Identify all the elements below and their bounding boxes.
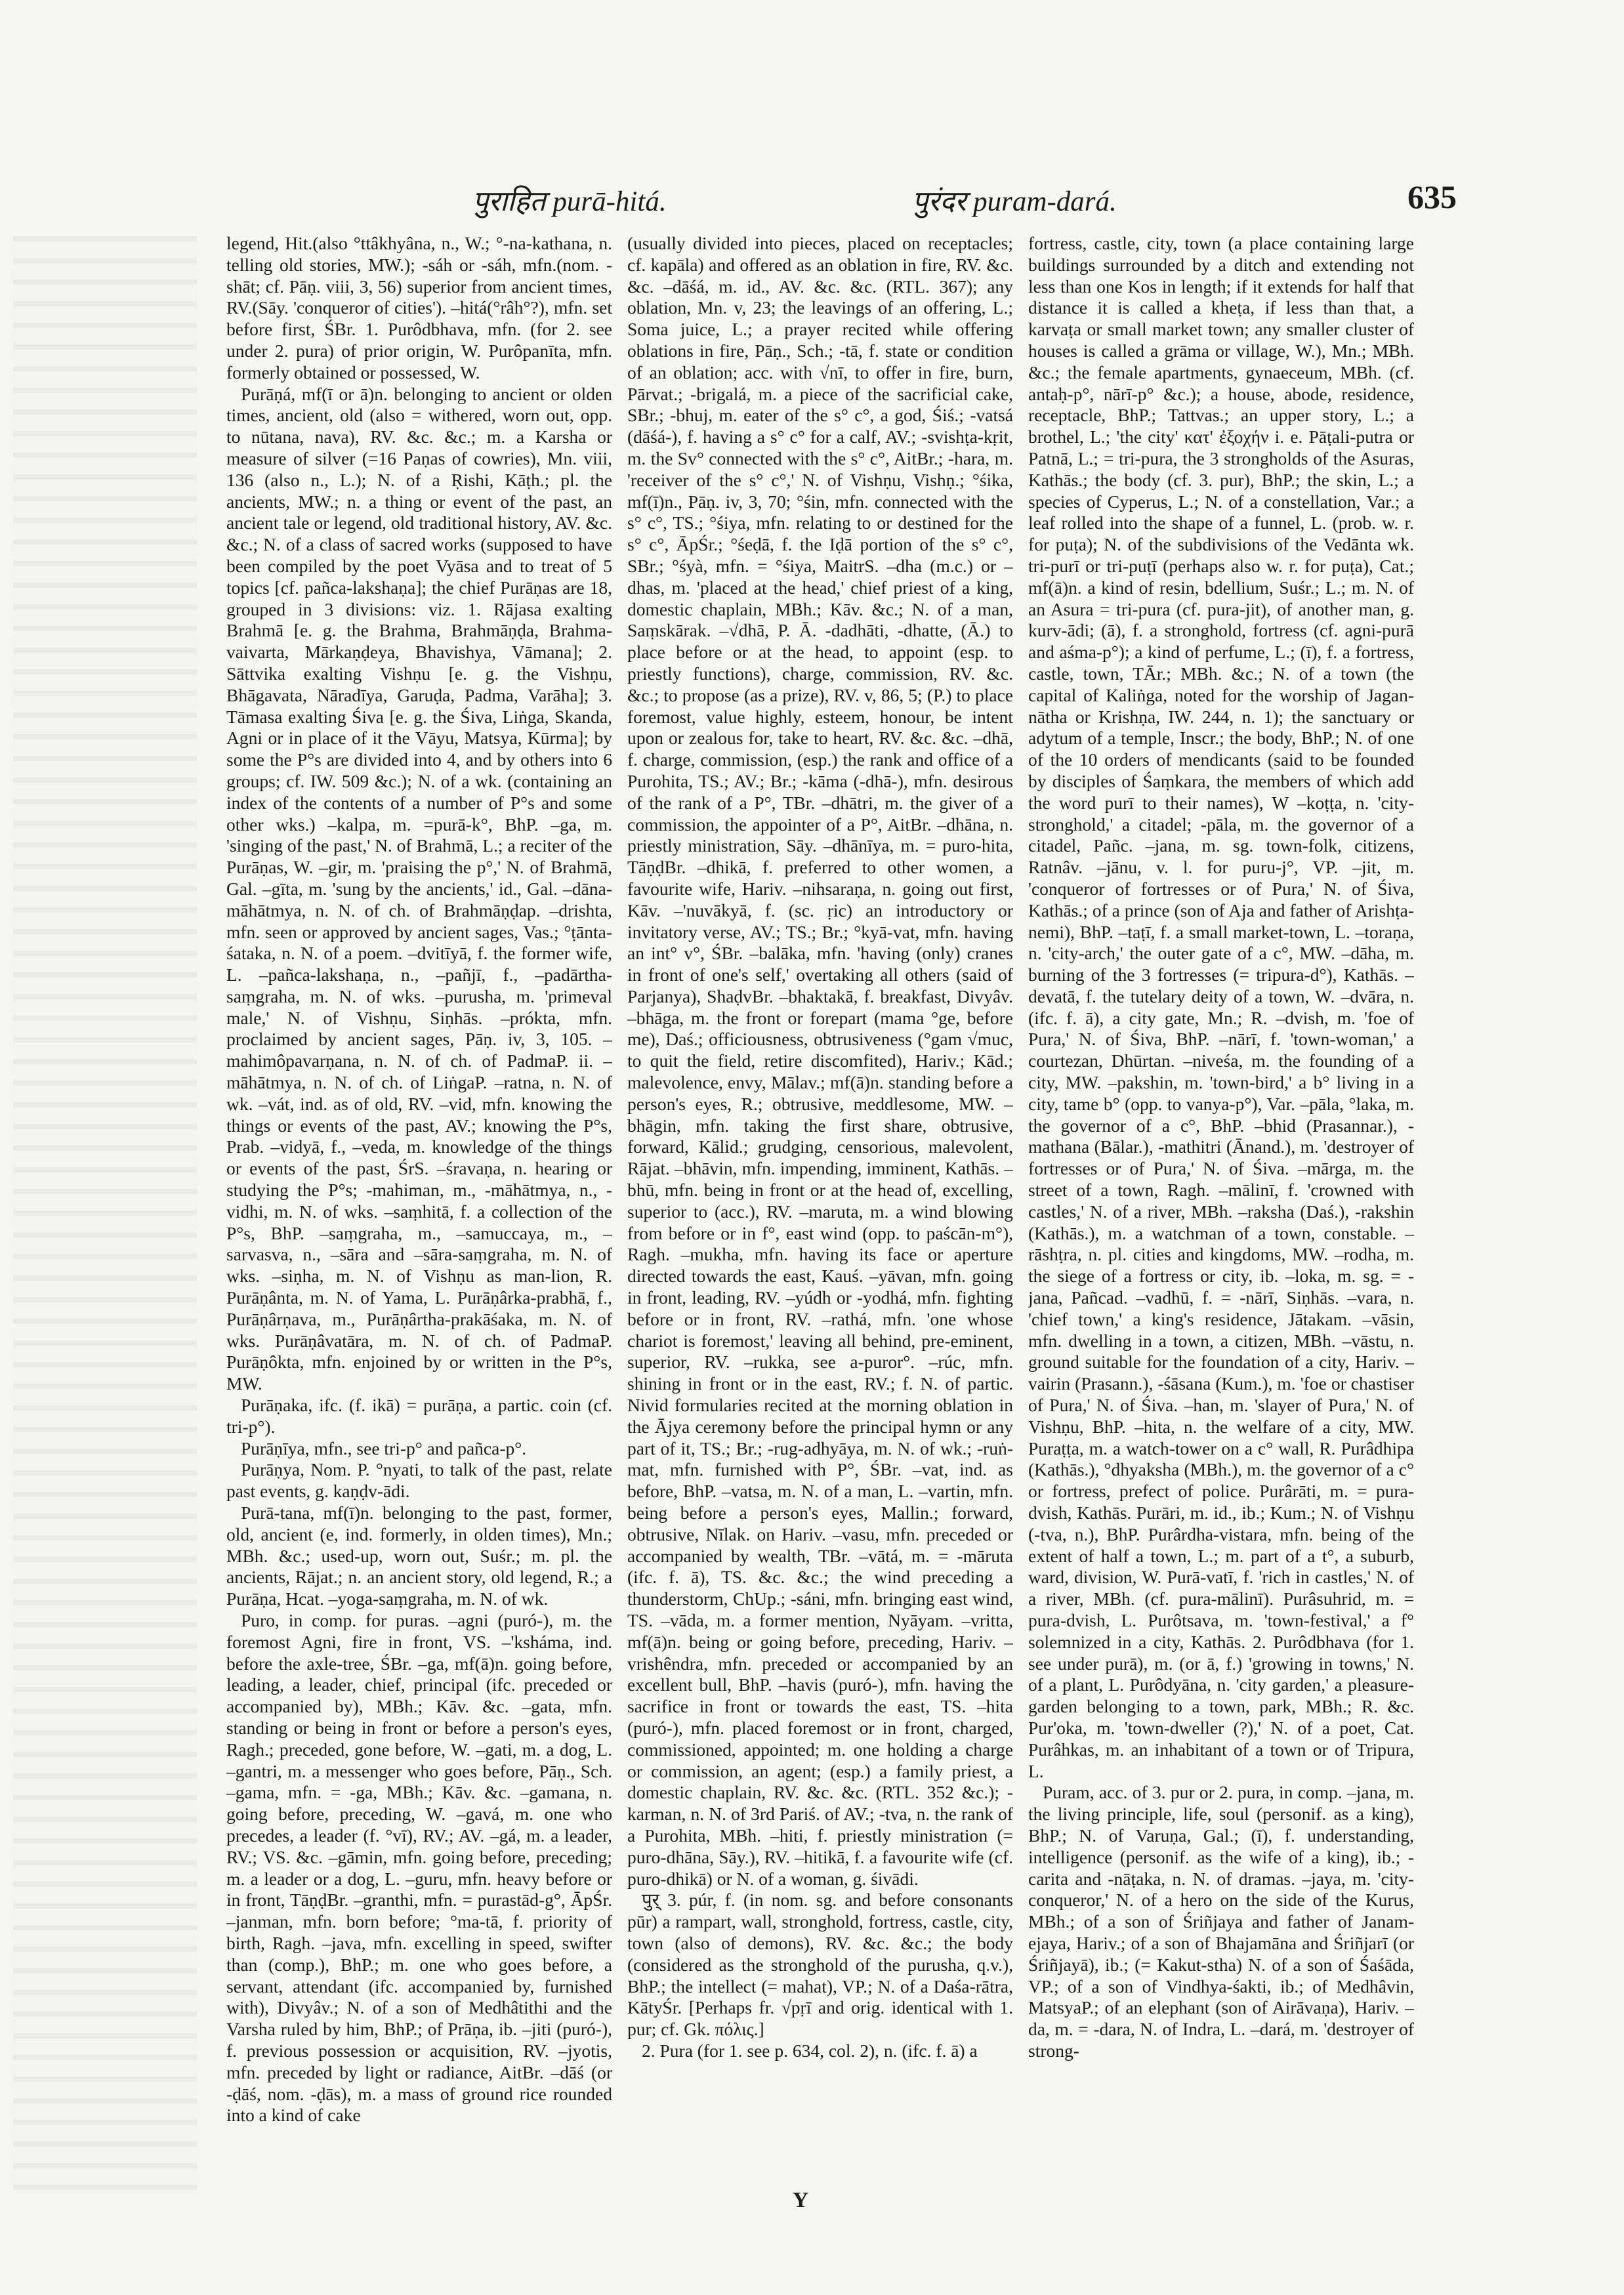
entry-paragraph: Purāṇaka, ifc. (f. ikā) = purāṇa, a partic. coin (cf. tri-p°). — [226, 1395, 612, 1437]
entry-paragraph: Puro, in comp. for puras. –agni (puró-), m. the foremost Agni, fire in front, VS. –'ksháma, ind. before the axle-tree, ŚBr. –ga, mf(ā)n. going before, leading, a leader, chief, principal (ifc. preceded or accompanied by), MBh.; Kāv. &c. –gata, mfn. standing or being in front or before a person's eyes, Ragh.; preceded, gone before, W. –gati, m. a dog, L. –gantri, m. a messenger who goes before, Pāṇ., Sch. –gama, mfn. = -ga, MBh.; Kāv. &c. –gamana, n. going before, preceding, W. –gavá, m. one who precedes, a leader (f. °vī), RV.; AV. –gá, m. a leader, RV.; VS. &c. –gāmin, mfn. going before, preceding; m. a leader or a dog, L. –guru, mfn. heavy before or in front, TāṇḍBr. –granthi, mfn. = purastād-g°, ĀpŚr. –janman, mfn. born before; °ma-tā, f. priority of birth, Ragh. –java, mfn. excelling in speed, swifter than (comp.), BhP.; m. one who goes before, a servant, attendant (ifc. accompanied by, furnished with), Divyâv.; N. of a son of Medhâtithi and the Varsha ruled by him, BhP.; of Prāṇa, ib. –jiti (puró-), f. previous possession or acquisition, RV. –jyotis, mfn. preceded by light or radiance, AitBr. –dāś (or -ḍāś, nom. -ḍās), m. a mass of ground rice rounded into a kind of cake — [226, 1610, 612, 2126]
entry-paragraph: पुर् 3. púr, f. (in nom. sg. and before consonants pūr) a rampart, wall, stronghold, fortress, castle, city, town (also of demons), RV. &c. &c.; the body (considered as the stronghold of the purusha, q.v.), BhP.; the intellect (= mahat), VP.; N. of a Daśa-rātra, KātyŚr. [Perhaps fr. √pṛī and orig. identical with 1. pur; cf. Gk. πόλις.] — [627, 1890, 1013, 2040]
entry-paragraph: legend, Hit.(also °ttâkhyâna, n., W.; °-na-kathana, n. telling old stories, MW.); -sáh or -sáh, mfn.(nom. -shāt; cf. Pāṇ. viii, 3, 56) superior from ancient times, RV.(Sāy. 'conqueror of cities'). –hitá(°râh°?), mfn. set before first, ŚBr. 1. Purôdbhava, mfn. (for 2. see under 2. pura) of prior origin, W. Purôpanīta, mfn. formerly obtained or possessed, W. — [226, 233, 612, 382]
running-header — [217, 180, 1457, 233]
header-left-headword: पुराहित purā-hitá. — [472, 186, 667, 217]
entry-paragraph: fortress, castle, city, town (a place containing large buildings surrounded by a ditch and extending not less than one Kos in length; if it extends for half that distance it is called a kheṭa, if less than that, a karvaṭa or small market town; any smaller cluster of houses is called a grāma or village, W.), Mn.; MBh. &c.; the female apartments, gynaeceum, MBh. (cf. antaḥ-p°, nārī-p° &c.); a house, abode, residence, receptacle, BhP.; Tattvas.; an upper story, L.; a brothel, L.; 'the city' κατ' ἐξοχήν i. e. Pāṭali-putra or Patnā, L.; = tri-pura, the 3 strongholds of the Asuras, Kathās.; the body (cf. 3. pur), BhP.; the skin, L.; a species of Cyperus, L.; N. of a constellation, Var.; a leaf rolled into the shape of a funnel, L. (prob. w. r. for puṭa); N. of the subdivisions of the Vedānta wk. tri-purī or tri-puṭī (perhaps also w. r. for puṭa), Cat.; mf(ā)n. a kind of resin, bdellium, Suśr.; L.; m. N. of an Asura = tri-pura (cf. pura-jit), of another man, g. kurv-ādi; (ā), f. a stronghold, fortress (cf. agni-purā and aśma-p°); a kind of perfume, L.; (ī), f. a fortress, castle, town, TĀr.; MBh. &c.; N. of a town (the capital of Kaliṅga, noted for the worship of Jagan-nātha or Krishṇa, IW. 244, n. 1); the sanctuary or adytum of a temple, Inscr.; the body, BhP.; N. of one of the 10 orders of mendicants (said to be founded by disciples of Śaṃkara, the members of which add the word purī to their names), W –koṭṭa, n. 'city-stronghold,' a citadel; -pāla, m. the governor of a citadel, Pañc. –jana, m. sg. town-folk, citizens, Ratnâv. –jānu, v. l. for puru-j°, VP. –jit, m. 'conqueror of fortresses or of Pura,' N. of Śiva, Kathās.; of a prince (son of Aja and father of Arishṭa-nemi), BhP. –taṭī, f. a small market-town, L. –toraṇa, n. 'city-arch,' the outer gate of a c°, MW. –dāha, m. burning of the 3 fortresses (= tripura-d°), Kathās. –devatā, f. the tutelary deity of a town, W. –dvāra, n. (ifc. f. ā), a city gate, Mn.; R. –dvish, m. 'foe of Pura,' N. of Śiva, BhP. –nārī, f. 'town-woman,' a courtezan, Dhūrtan. –niveśa, m. the founding of a city, MW. –pakshin, m. 'town-bird,' a b° living in a city, tame b° (opp. to vanya-p°), Var. –pāla, °laka, m. the governor of a c°, BhP. –bhid (Prasannar.), -mathana (Bālar.), -mathitri (Ānand.), m. 'destroyer of fortresses or of Pura,' N. of Śiva. –mārga, m. the street of a town, Ragh. –mālinī, f. 'crowned with castles,' N. of a river, MBh. –raksha (Daś.), -rakshin (Kathās.), m. a watchman of a town, constable. –rāshṭra, n. pl. cities and kingdoms, MW. –rodha, m. the siege of a fortress or city, ib. –loka, m. sg. = -jana, Pañcad. –vadhū, f. = -nārī, Siṇhās. –vara, n. 'chief town,' a king's residence, Jātakam. –vāsin, mfn. dwelling in a town, a citizen, MBh. –vāstu, n. ground suitable for the foundation of a city, Hariv. –vairin (Prasann.), -śāsana (Kum.), m. 'foe or chastiser of Pura,' N. of Śiva. –han, m. 'slayer of Pura,' N. of Vishṇu, BhP. –hita, n. the welfare of a city, MW. Puraṭṭa, m. a watch-tower on a c° wall, R. Purâdhipa (Kathās.), °dhyaksha (MBh.), m. the governor of a c° or fortress, prefect of police. Purârāti, m. = pura-dvish, Kathās. Purāri, m. id., ib.; Kum.; N. of Vishṇu (-tva, n.), BhP. Purârdha-vistara, mfn. being of the extent of half a town, L.; m. part of a t°, a suburb, ward, division, W. Purā-vatī, f. 'rich in castles,' N. of a river, MBh. (cf. pura-mālinī). Purâsuhrid, m. = pura-dvish, L. Purôtsava, m. 'town-festival,' a f° solemnized in a city, Kathās. 2. Purôdbhava (for 1. see under purā), m. (or ā, f.) 'growing in towns,' N. of a plant, L. Purôdyāna, n. 'city garden,' a pleasure-garden belonging to a town, park, MBh.; R. &c. Pur'oka, m. 'town-dweller (?),' N. of a poet, Cat. Purâhkas, m. an inhabitant of a town or of Tripura, L. — [1028, 233, 1414, 1781]
entry-paragraph: (usually divided into pieces, placed on receptacles; cf. kapāla) and offered as an oblation in fire, RV. &c. &c. –dāśá, m. id., AV. &c. &c. (RTL. 367); any oblation, Mn. v, 23; the leavings of an offering, L.; Soma juice, L.; a prayer recited while offering oblations in fire, Pāṇ., Sch.; -tā, f. state or condition of an oblation; acc. with √nī, to offer in fire, burn, Pārvat.; -brigalá, m. a piece of the sacrificial cake, SBr.; -bhuj, m. eater of the s° c°, a god, Śiś.; -vatsá (dāśá-), f. having a s° c° for a calf, AV.; -svishṭa-kṛit, m. the Sv° connected with the s° c°, AitBr.; -hara, m. 'receiver of the s° c°,' N. of Vishṇu, Vishṇ.; °śika, mf(ī)n., Pāṇ. iv, 3, 70; °śin, mfn. connected with the s° c°, TS.; °śiya, mfn. relating to or destined for the s° c°, ĀpŚr.; °śeḍā, f. the Iḍā portion of the s° c°, SBr.; °śyà, mfn. = °śiya, MaitrS. –dha (m.c.) or –dhas, m. 'placed at the head,' chief priest of a king, domestic chaplain, MBh.; Kāv. &c.; N. of a man, Saṃskārak. –√dhā, P. Ā. -dadhāti, -dhatte, (Ā.) to place before or at the head, to appoint (esp. to priestly functions), charge, commission, RV. &c. &c.; to propose (as a prize), RV. v, 86, 5; (P.) to place foremost, value highly, esteem, honour, be intent upon or zealous for, take to heart, RV. &c. &c. –dhā, f. charge, commission, (esp.) the rank and office of a Purohita, TS.; AV.; Br.; -kāma (-dhā-), mfn. desirous of the rank of a P°, TBr. –dhātri, m. the giver of a commission, the appointer of a P°, AitBr. –dhāna, n. priestly ministration, Sāy. –dhānīya, m. = puro-hita, TāṇḍBr. –dhikā, f. preferred to other women, a favourite wife, Hariv. –nihsaraṇa, n. going out first, Kāv. –'nuvākyā, f. (sc. ṛic) an introductory or invitatory verse, AV.; TS.; Br.; °kyā-vat, mfn. having an int° v°, ŚBr. –balāka, mfn. 'having (only) cranes in front of one's self,' overtaking all others (said of Parjanya), ShaḍvBr. –bhaktakā, f. breakfast, Divyâv. –bhāga, m. the front or forepart (mama °ge, before me), Daś.; officiousness, obtrusiveness (°gam √muc, to quit the field, retire discomfited), Hariv.; Kād.; malevolence, envy, Mālav.; mf(ā)n. standing before a person's eyes, R.; obtrusive, meddlesome, MW. –bhāgin, mfn. taking the first share, obtrusive, forward, Kālid.; grudging, censorious, malevolent, Rājat. –bhāvin, mfn. impending, imminent, Kathās. –bhū, mfn. being in front or at the head of, excelling, superior to (acc.), RV. –maruta, m. a wind blowing from before or in f°, east wind (opp. to paścān-m°), Ragh. –mukha, mfn. having its face or aperture directed towards the east, Kauś. –yāvan, mfn. going in front, leading, RV. –yúdh or -yodhá, mfn. fighting before or in front, RV. –rathá, mfn. 'one whose chariot is foremost,' leaving all behind, pre-eminent, superior, RV. –rukka, see a-puror°. –rúc, mfn. shining in front or in the east, RV.; f. N. of partic. Nivid formularies recited at the morning oblation in the Ājya ceremony before the principal hymn or any part of it, TS.; Br.; -rug-adhyāya, m. N. of wk.; -ruṅ-mat, mfn. furnished with P°, ŚBr. –vat, ind. as before, BhP. –vatsa, m. N. of a man, L. –vartin, mfn. being before a person's eyes, Mallin.; forward, obtrusive, Nīlak. on Hariv. –vasu, mfn. preceded or accompanied by wealth, TBr. –vātá, m. = -māruta (ifc. f. ā), TS. &c. &c.; the wind preceding a thunderstorm, ChUp.; -sáni, mfn. bringing east wind, TS. –vāda, m. a former mention, Nyāyam. –vritta, mf(ā)n. being or going before, preceding, Hariv. –vrishêndra, mfn. preceded or accompanied by an excellent bull, BhP. –havis (puró-), mfn. having the sacrifice in front or towards the east, TS. –hita (puró-), mfn. placed foremost or in front, charged, commissioned, appointed; m. one holding a charge or commission, an agent; (esp.) a family priest, a domestic chaplain, RV. &c. &c. (RTL. 352 &c.); -karman, n. N. of 3rd Pariś. of AV.; -tva, n. the rank of a Purohita, MBh. –hiti, f. priestly ministration (= puro-dhāna, Sāy.), RV. –hitikā, f. a favourite wife (cf. puro-dhikā) or N. of a woman, g. śivādi. — [627, 233, 1013, 1889]
entry-paragraph: Purā-tana, mf(ī)n. belonging to the past, former, old, ancient (e, ind. formerly, in olden times), Mn.; MBh. &c.; used-up, worn out, Suśr.; m. pl. the ancients, Rājat.; n. an ancient story, old legend, R.; a Purāṇa, Hcat. –yoga-saṃgraha, m. N. of wk. — [226, 1502, 612, 1609]
entry-paragraph: Purāṇá, mf(ī or ā)n. belonging to ancient or olden times, ancient, old (also = withered, worn out, opp. to nūtana, nava), RV. &c. &c.; m. a Karsha or measure of silver (=16 Paṇas of cowries), Mn. viii, 136 (also n., L.); N. of a Ṛishi, Kāṭh.; pl. the ancients, MW.; n. a thing or event of the past, an ancient tale or legend, old traditional history, AV. &c. &c.; N. of a class of sacred works (supposed to have been compiled by the poet Vyāsa and to treat of 5 topics [cf. pañca-lakshaṇa]; the chief Purāṇas are 18, grouped in 3 divisions: viz. 1. Rājasa exalting Brahmā [e. g. the Brahma, Brahmāṇḍa, Brahma-vaivarta, Mārkaṇḍeya, Bhavishya, Vāmana]; 2. Sāttvika exalting Vishṇu [e. g. the Vishṇu, Bhāgavata, Nāradīya, Garuḍa, Padma, Varāha]; 3. Tāmasa exalting Śiva [e. g. the Śiva, Liṅga, Skanda, Agni or in place of it the Vāyu, Matsya, Kūrma]; by some the P°s are divided into 4, and by others into 6 groups; cf. IW. 509 &c.); N. of a wk. (containing an index of the contents of a number of P°s and some other wks.) –kalpa, m. =purā-k°, BhP. –ga, m. 'singing of the past,' N. of Brahmā, L.; a reciter of the Purāṇas, W. –gir, m. 'praising the p°,' N. of Brahmā, Gal. –gīta, m. 'sung by the ancients,' id., Gal. –dāna-māhātmya, n. N. of ch. of Brahmāṇḍap. –drishta, mfn. seen or approved by ancient sages, Vas.; °ṭānta-śataka, n. N. of a poem. –dvitīyā, f. the former wife, L. –pañca-lakshaṇa, n., –pañjī, f., –padārtha-saṃgraha, m. N. of wks. –purusha, m. 'primeval male,' N. of Vishṇu, Siṇhās. –prókta, mfn. proclaimed by ancient sages, Pāṇ. iv, 3, 105. –mahimôpavarṇana, n. N. of ch. of PadmaP. ii. –māhātmya, n. N. of ch. of LiṅgaP. –ratna, n. N. of wk. –vát, ind. as of old, RV. –vid, mfn. knowing the things or events of the past, AV.; knowing the P°s, Prab. –vidyā, f., –veda, m. knowledge of the things or events of the past, ŚrS. –śravaṇa, n. hearing or studying the P°s; -mahiman, m., -māhātmya, n., -vidhi, m. N. of wks. –saṃhitā, f. a collection of the P°s, BhP. –saṃgraha, m., –samuccaya, m., –sarvasva, n., –sāra and –sāra-saṃgraha, m. N. of wks. –siṇha, m. N. of Vishṇu as man-lion, R. Purāṇânta, m. N. of Yama, L. Purāṇârka-prabhā, f., Purāṇârṇava, m., Purāṇârtha-prakāśaka, m. N. of wks. Purāṇâvatāra, m. N. of ch. of PadmaP. Purāṇôkta, mfn. enjoined by or written in the P°s, MW. — [226, 383, 612, 1394]
entry-paragraph: 2. Pura (for 1. see p. 634, col. 2), n. (ifc. f. ā) a — [642, 2040, 978, 2061]
column-2 — [627, 233, 1013, 2201]
signature-mark: Y — [792, 2188, 809, 2212]
entry-paragraph: Purāṇīya, mfn., see tri-p° and pañca-p°. — [241, 1437, 527, 1458]
column-1 — [226, 233, 612, 2201]
column-3 — [1028, 233, 1414, 2201]
entry-paragraph: Puram, acc. of 3. pur or 2. pura, in comp. –jana, m. the living principle, life, soul (personif. as a king), BhP.; N. of Varuṇa, Gal.; (ī), f. understanding, intelligence (personif. as the wife of a king), ib.; -carita and -nāṭaka, n. N. of dramas. –jaya, m. 'city-conqueror,' N. of a hero on the side of the Kurus, MBh.; of a son of Śriñjaya and father of Janam-ejaya, Hariv.; of a son of Bhajamāna and Śriñjarī (or Śriñjayā), ib.; (= Kakut-stha) N. of a son of Śaśāda, VP.; of a son of Vindhya-śakti, ib.; of Medhâvin, MatsyaP.; of an elephant (son of Airāvaṇa), Hariv. –da, m. = -dara, N. of Indra, L. –dará, m. 'destroyer of strong- — [1028, 1782, 1414, 2061]
header-right-headword: पुरंदर puram-dará. — [912, 186, 1117, 217]
page-number: 635 — [1407, 178, 1457, 215]
entry-paragraph: Purāṇya, Nom. P. °nyati, to talk of the past, relate past events, g. kaṇḍv-ādi. — [226, 1459, 612, 1502]
facing-page-bleed-through — [13, 236, 197, 2191]
